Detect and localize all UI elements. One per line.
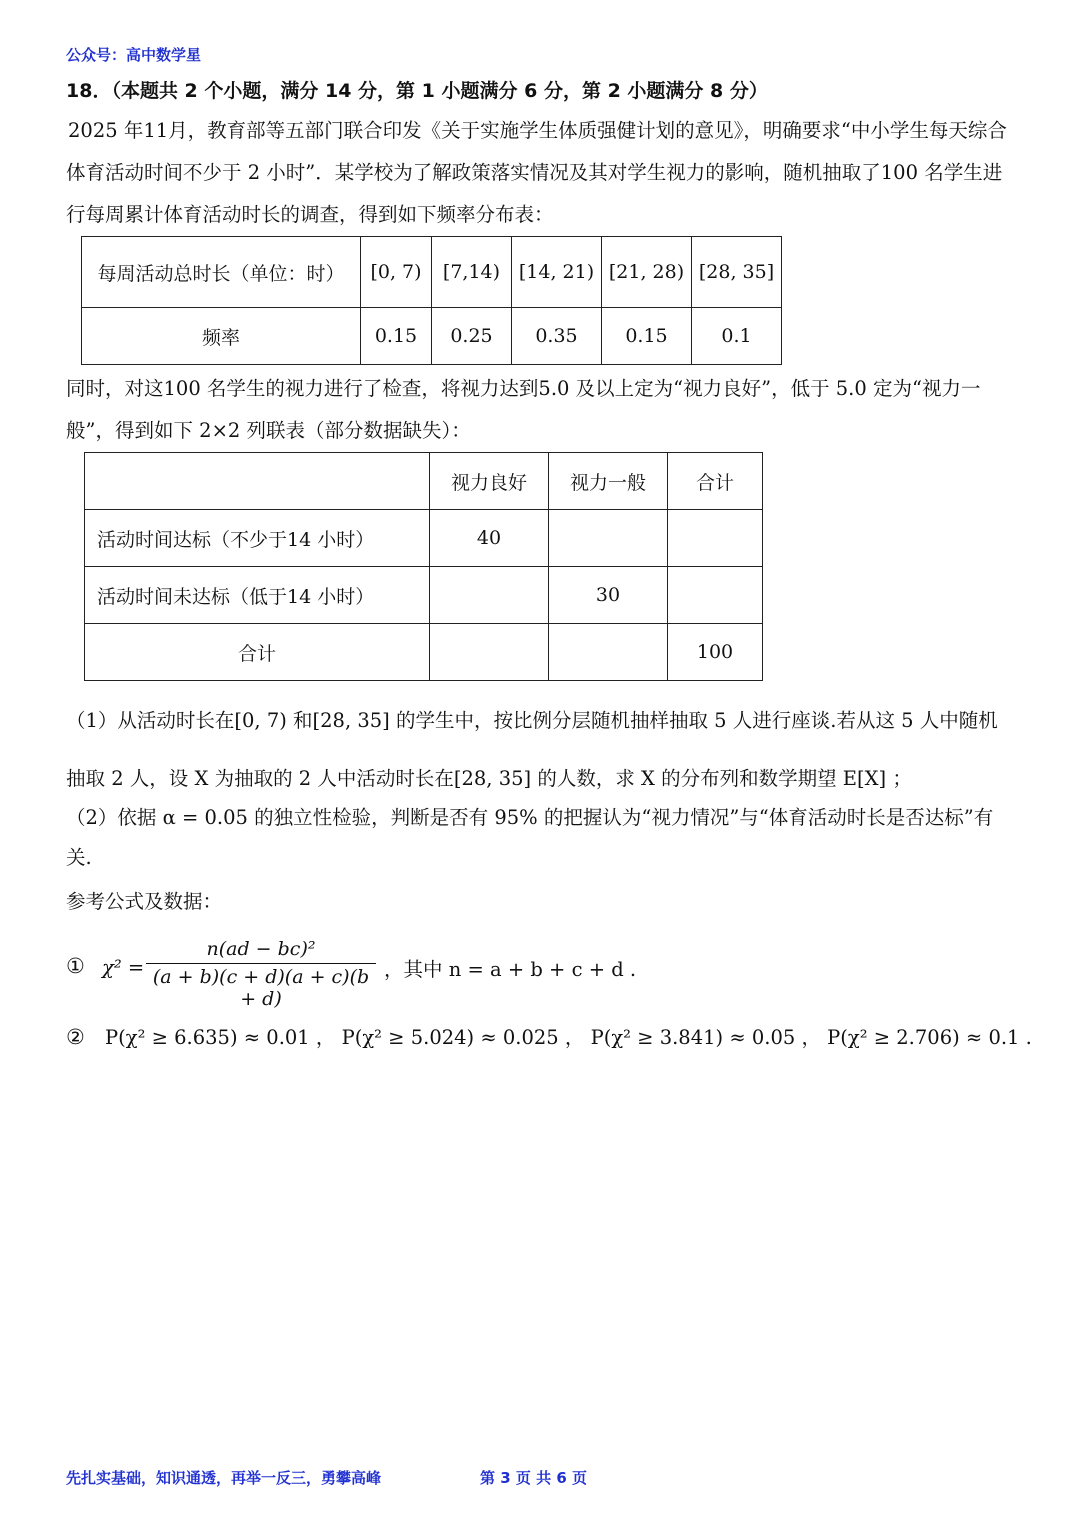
page-header-watermark: 公众号：高中数学星 <box>66 46 202 64</box>
question-title: 18．（本题共 2 个小题，满分 14 分，第 1 小题满分 6 分，第 2 小题满分 8 分） <box>66 80 768 102</box>
contingency-row-label: 活动时间未达标（低于14 小时） <box>85 567 430 624</box>
contingency-col-header: 合计 <box>668 453 763 510</box>
table-row <box>85 567 763 624</box>
footer-slogan: 先扎实基础，知识通透，再举一反三，勇攀高峰 <box>66 1469 382 1487</box>
formula-fraction <box>146 938 376 1010</box>
contingency-cell: 100 <box>668 624 763 681</box>
contingency-cell <box>549 624 668 681</box>
formula-marker: ② <box>66 1025 85 1049</box>
freq-value: 0.35 <box>512 308 602 365</box>
freq-interval: [0, 7) <box>361 237 432 308</box>
contingency-cell: 30 <box>549 567 668 624</box>
frequency-table <box>81 236 782 365</box>
table-row <box>85 624 763 681</box>
freq-interval: [28, 35] <box>692 237 782 308</box>
formula-critical-values <box>66 1022 1032 1050</box>
contingency-row-label: 合计 <box>85 624 430 681</box>
formula-chi-square <box>66 938 766 1010</box>
freq-interval: [21, 28) <box>602 237 692 308</box>
contingency-cell <box>549 510 668 567</box>
paragraph-vision: 同时，对这100 名学生的视力进行了检查，将视力达到5.0 及以上定为“视力良好”，低于 5.0 定为“视力一般”，得到如下 2×2 列联表（部分数据缺失）： <box>66 377 981 442</box>
freq-header-label: 每周活动总时长（单位：时） <box>82 237 361 308</box>
freq-value: 0.15 <box>361 308 432 365</box>
formula-numerator: n(ad − bc)² <box>146 938 376 964</box>
contingency-cell <box>430 567 549 624</box>
contingency-table <box>84 452 763 681</box>
contingency-cell <box>430 624 549 681</box>
contingency-col-header: 视力良好 <box>430 453 549 510</box>
table-row <box>85 510 763 567</box>
contingency-cell <box>668 567 763 624</box>
question-intro: 2025 年11月，教育部等五部门联合印发《关于实施学生体质强健计划的意见》，明确要求“中小学生每天综合体育活动时间不少于 2 小时”．某学校为了解政策落实情况及其对学生视力的影响，随机抽取了100 名学生进行每周累计体育活动时长的调查，得到如下频率分布表： <box>66 119 1007 226</box>
formula-tail: ，其中 n = a + b + c + d . <box>384 958 637 981</box>
part-1-question: （1）从活动时长在[0, 7) 和[28, 35] 的学生中，按比例分层随机抽样抽取 5 人进行座谈.若从这 5 人中随机抽取 2 人，设 X 为抽取的 2 人中活动时长在[28, 35] 的人数，求 X 的分布列和数学期望 E[X] ； <box>66 709 998 790</box>
contingency-col-header: 视力一般 <box>549 453 668 510</box>
part-2-question: （2）依据 α = 0.05 的独立性检验，判断是否有 95% 的把握认为“视力情况”与“体育活动时长是否达标”有关. <box>66 806 994 869</box>
freq-row-label: 频率 <box>82 308 361 365</box>
freq-value: 0.15 <box>602 308 692 365</box>
critical-values-text: P(χ² ≥ 6.635) ≈ 0.01 ， P(χ² ≥ 5.024) ≈ 0.025 ， P(χ² ≥ 3.841) ≈ 0.05 ， P(χ² ≥ 2.706) ≈ 0.1 . <box>105 1026 1032 1049</box>
freq-value: 0.1 <box>692 308 782 365</box>
contingency-cell <box>668 510 763 567</box>
contingency-cell: 40 <box>430 510 549 567</box>
formula-marker: ① <box>66 954 85 978</box>
freq-value: 0.25 <box>432 308 512 365</box>
contingency-row-label: 活动时间达标（不少于14 小时） <box>85 510 430 567</box>
contingency-corner <box>85 453 430 510</box>
freq-interval: [14, 21) <box>512 237 602 308</box>
formula-denominator: (a + b)(c + d)(a + c)(b + d) <box>152 966 370 1010</box>
formula-lhs: χ² = <box>102 956 145 979</box>
reference-label: 参考公式及数据： <box>66 890 223 913</box>
footer-page-number: 第 3 页 共 6 页 <box>480 1469 587 1487</box>
freq-interval: [7,14) <box>432 237 512 308</box>
